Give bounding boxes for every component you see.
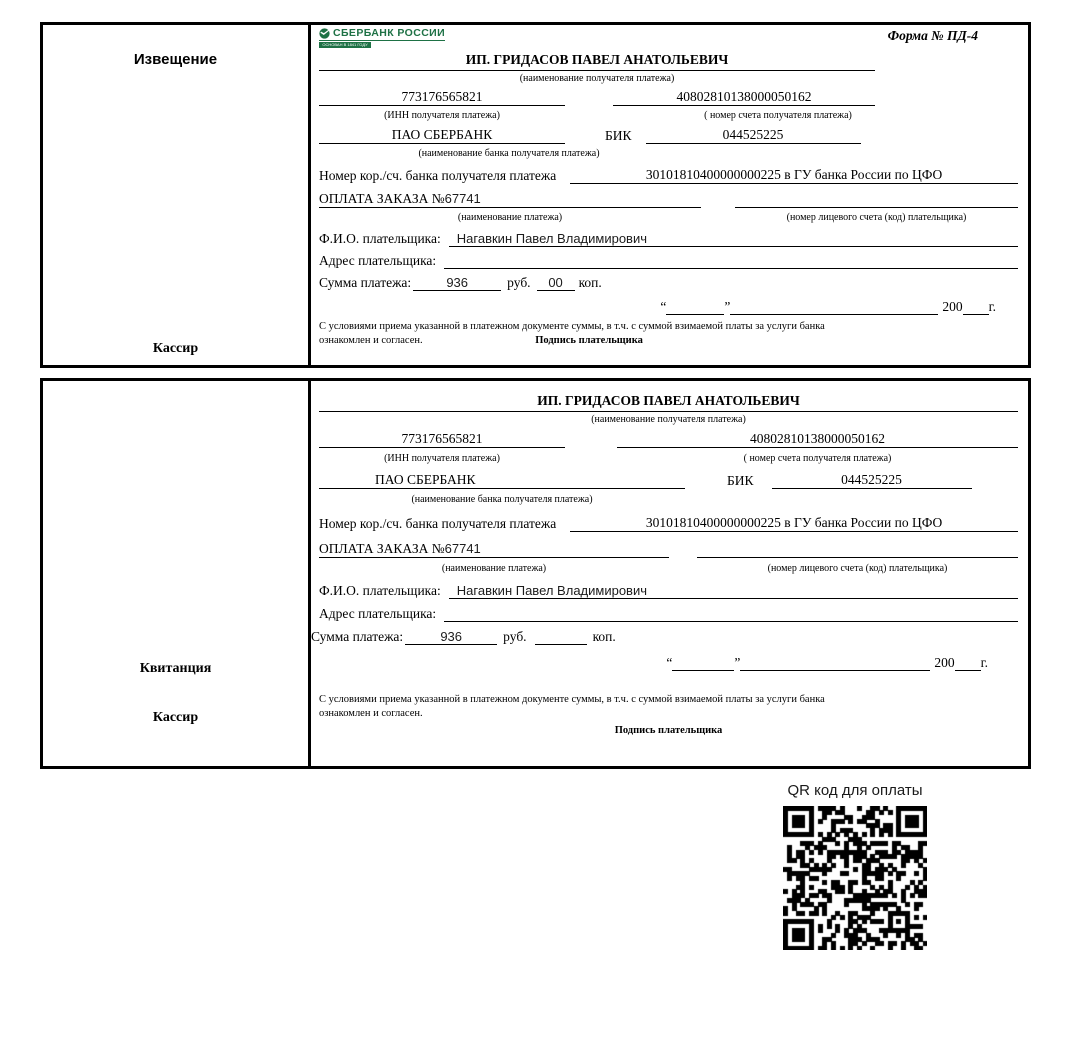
inn-hint: (ИНН получателя платежа) — [384, 110, 500, 121]
korr-label: Номер кор./сч. банка получателя платежа — [319, 516, 557, 531]
payer-name-label: Ф.И.О. плательщика: — [319, 583, 441, 598]
date-year-prefix: 200 — [942, 299, 963, 314]
signature-label: Подпись плательщика — [535, 335, 643, 346]
recipient-hint: (наименование получателя платежа) — [591, 414, 746, 425]
account-value: 40802810138000050162 — [613, 89, 875, 106]
order-number: 67741 — [444, 191, 481, 206]
date-year-suffix: г. — [980, 655, 988, 670]
date-year-field — [955, 670, 981, 671]
order-number: 67741 — [444, 541, 481, 556]
recipient-name: ИП. ГРИДАСОВ ПАВЕЛ АНАТОЛЬЕВИЧ — [319, 52, 875, 71]
bank-name-value: ПАО СБЕРБАНК — [319, 472, 685, 489]
sberbank-logo-text: СБЕРБАНК РОССИИ — [333, 27, 446, 40]
amount-kop-value: 00 — [537, 275, 575, 291]
bank-name-hint: (наименование банка получателя платежа) — [418, 148, 600, 159]
receipt-section — [40, 378, 1031, 769]
korr-label: Номер кор./сч. банка получателя платежа — [319, 168, 557, 183]
signature-label: Подпись плательщика — [614, 725, 723, 736]
cashier-label: Кассир — [152, 341, 199, 356]
cashier-label: Кассир — [152, 710, 199, 725]
bik-value: 044525225 — [646, 127, 861, 144]
korr-value: 30101810400000000225 в ГУ банка России по ЦФО — [570, 167, 1018, 184]
purpose-hint: (наименование платежа) — [441, 563, 547, 574]
payer-name-value: Нагавкин Павел Владимирович — [449, 583, 1018, 599]
personal-account-hint: (номер лицевого счета (код) плательщика) — [786, 212, 967, 223]
qr-code — [783, 806, 927, 950]
date-month-field — [730, 314, 938, 315]
date-quote-open: “ — [660, 299, 667, 314]
bik-value: 044525225 — [772, 472, 972, 489]
bank-name-hint: (наименование банка получателя платежа) — [411, 494, 593, 505]
qr-caption: QR код для оплаты — [787, 782, 923, 799]
payer-name-label: Ф.И.О. плательщика: — [319, 231, 441, 246]
rub-label: руб. — [503, 629, 527, 644]
payer-address-label: Адрес плательщика: — [319, 606, 437, 621]
payer-address-label: Адрес плательщика: — [319, 253, 437, 268]
amount-rub-value: 936 — [405, 629, 497, 645]
sum-label: Сумма платежа: — [311, 629, 404, 644]
korr-value: 30101810400000000225 в ГУ банка России по ЦФО — [570, 515, 1018, 532]
recipient-hint: (наименование получателя платежа) — [519, 73, 675, 84]
kop-label: коп. — [578, 275, 602, 290]
inn-value: 773176565821 — [319, 89, 565, 106]
account-value: 40802810138000050162 — [617, 431, 1018, 448]
notice-left-column — [43, 25, 311, 365]
agreement-line1: С условиями приема указанной в платежном документе суммы, в т.ч. с суммой взимаемой платы за услуги банка — [319, 321, 825, 332]
agreement-text — [319, 320, 1018, 348]
rub-label: руб. — [507, 275, 531, 290]
date-quote-close: ” — [724, 299, 731, 314]
form-number-label: Форма № ПД-4 — [887, 28, 978, 43]
kop-label: коп. — [592, 629, 616, 644]
payer-name-value: Нагавкин Павел Владимирович — [449, 231, 1018, 247]
notice-section — [40, 22, 1031, 368]
date-year-prefix: 200 — [934, 655, 955, 670]
inn-value: 773176565821 — [319, 431, 565, 448]
agreement-line1: С условиями приема указанной в платежном документе суммы, в т.ч. с суммой взимаемой платы за услуги банка — [319, 694, 825, 705]
inn-hint: (ИНН получателя платежа) — [384, 453, 500, 464]
date-day-field — [666, 314, 724, 315]
purpose-hint: (наименование платежа) — [457, 212, 563, 223]
date-year-suffix: г. — [988, 299, 996, 314]
recipient-name: ИП. ГРИДАСОВ ПАВЕЛ АНАТОЛЬЕВИЧ — [319, 393, 1018, 412]
purpose-prefix: ОПЛАТА ЗАКАЗА № — [319, 191, 445, 206]
payment-purpose — [319, 191, 701, 208]
sberbank-logo-icon — [319, 28, 330, 39]
personal-account-hint: (номер лицевого счета (код) плательщика) — [767, 563, 948, 574]
bik-label: БИК — [605, 128, 632, 143]
receipt-label: Квитанция — [139, 661, 212, 676]
notice-right-column — [311, 25, 1028, 365]
notice-label: Извещение — [133, 51, 218, 68]
receipt-right-column — [311, 381, 1028, 766]
sum-label: Сумма платежа: — [319, 275, 412, 290]
date-quote-close: ” — [734, 655, 741, 670]
bank-name-value: ПАО СБЕРБАНК — [319, 127, 565, 144]
account-hint: ( номер счета получателя платежа) — [704, 110, 852, 121]
date-quote-open: “ — [666, 655, 673, 670]
agreement-text — [319, 693, 1018, 721]
receipt-left-column — [43, 381, 311, 766]
agreement-line2: ознакомлен и согласен. — [319, 335, 423, 346]
date-year-field — [963, 314, 989, 315]
sberbank-logo-tagline: ОСНОВАН В 1841 ГОДУ — [319, 42, 371, 48]
bik-label: БИК — [727, 473, 754, 488]
date-day-field — [672, 670, 734, 671]
agreement-line2: ознакомлен и согласен. — [319, 708, 423, 719]
payment-purpose — [319, 541, 669, 558]
account-hint: ( номер счета получателя платежа) — [743, 453, 892, 464]
purpose-prefix: ОПЛАТА ЗАКАЗА № — [319, 541, 445, 556]
amount-rub-value: 936 — [413, 275, 501, 291]
sberbank-logo — [319, 28, 445, 48]
qr-block — [770, 782, 940, 950]
date-month-field — [740, 670, 930, 671]
